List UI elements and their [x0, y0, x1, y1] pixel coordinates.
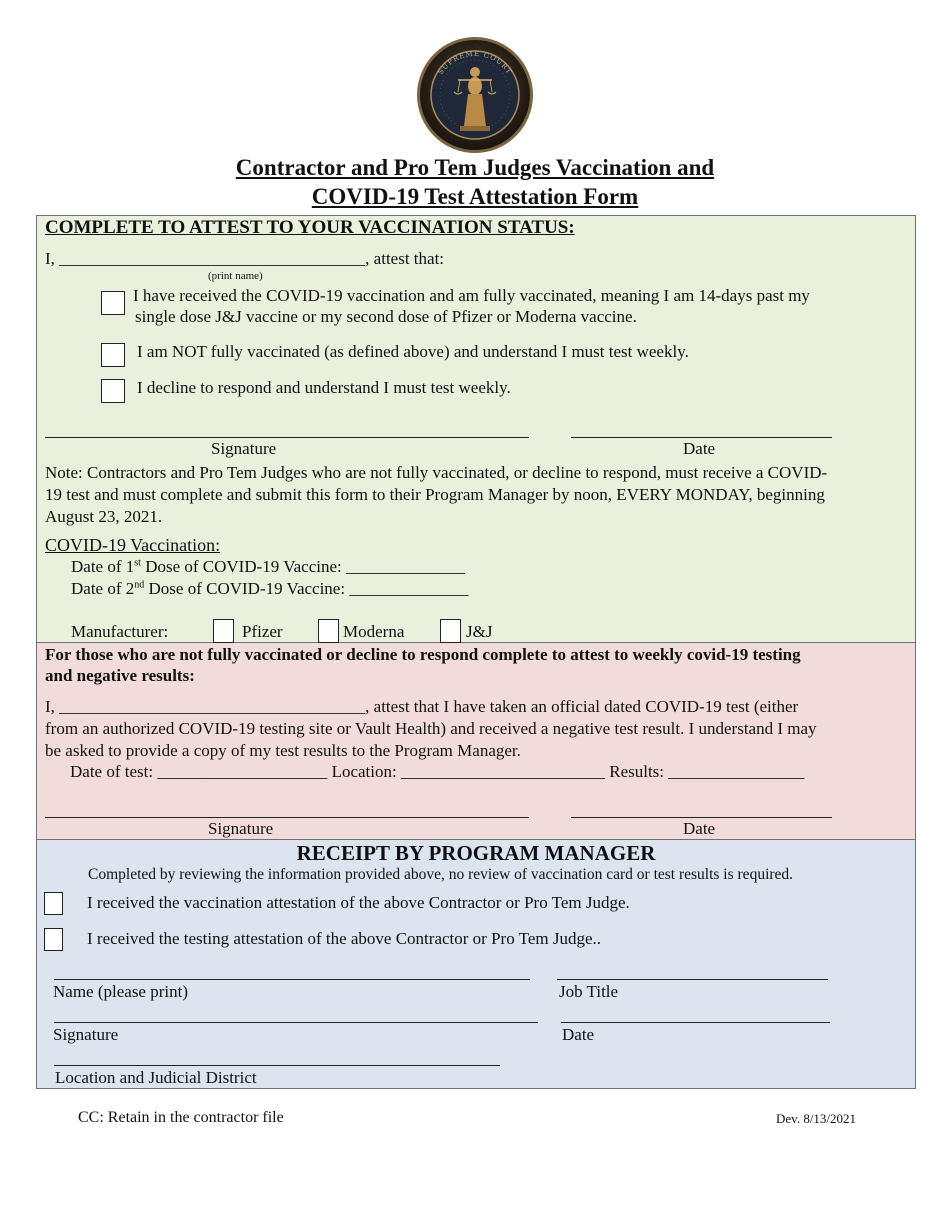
- not-vaccinated-text: I am NOT fully vaccinated (as defined above) and understand I must test weekly.: [137, 342, 689, 361]
- dose2-date-field[interactable]: [71, 579, 468, 599]
- jj-checkbox[interactable]: [440, 619, 461, 643]
- print-name-field[interactable]: ____________________________________: [59, 249, 366, 268]
- print-name-hint: (print name): [208, 270, 263, 282]
- dose1-date-field[interactable]: [71, 557, 465, 577]
- testing-heading-1: For those who are not fully vaccinated or decline to respond complete to attest to weekly covid-19 testing: [45, 645, 801, 664]
- receipt-date-label: Date: [562, 1025, 595, 1044]
- testing-date-label: Date: [683, 819, 716, 838]
- testing-signature-label: Signature: [208, 819, 274, 838]
- pfizer-checkbox[interactable]: [213, 619, 234, 643]
- note-line-2: 19 test and must complete and submit this form to their Program Manager by noon, EVERY MONDAY, beginning: [45, 485, 825, 504]
- testing-received-text: I received the testing attestation of the above Contractor or Pro Tem Judge..: [87, 929, 602, 948]
- svg-text:SUPREME COURT: SUPREME COURT: [436, 49, 514, 77]
- form-title-line2: COVID-19 Test Attestation Form: [311, 184, 639, 209]
- location-line[interactable]: [54, 1065, 500, 1066]
- vaccination-received-text: I received the vaccination attestation of the above Contractor or Pro Tem Judge.: [87, 893, 630, 912]
- form-title-line1: Contractor and Pro Tem Judges Vaccination and: [235, 155, 715, 180]
- note-line-3: August 23, 2021.: [45, 507, 163, 526]
- not-vaccinated-checkbox[interactable]: [101, 343, 125, 367]
- covid-vaccination-heading: COVID-19 Vaccination:: [45, 535, 221, 555]
- testing-received-checkbox[interactable]: [44, 928, 63, 951]
- moderna-checkbox[interactable]: [318, 619, 339, 643]
- name-label: Name (please print): [53, 982, 188, 1001]
- footer-revision: Dev. 8/13/2021: [776, 1111, 857, 1126]
- note-line-1: Note: Contractors and Pro Tem Judges who are not fully vaccinated, or decline to respond, must receive a COVID-: [45, 463, 828, 482]
- dose1-label-b: Dose of COVID-19 Vaccine: ______________: [140, 557, 465, 576]
- attest-suffix: , attest that:: [365, 249, 445, 268]
- vaccination-status-section: [36, 215, 916, 643]
- pfizer-label: Pfizer: [242, 622, 283, 641]
- receipt-signature-line[interactable]: [54, 1022, 538, 1023]
- date-label: Date: [683, 439, 716, 458]
- receipt-subtext: Completed by reviewing the information provided above, no review of vaccination card or test results is required.: [88, 866, 794, 883]
- receipt-signature-label: Signature: [53, 1025, 119, 1044]
- receipt-heading: RECEIPT BY PROGRAM MANAGER: [296, 841, 656, 865]
- location-label: Location and Judicial District: [55, 1068, 257, 1087]
- court-seal-logo: [416, 36, 534, 154]
- testing-heading-2: and negative results:: [45, 666, 195, 685]
- name-line[interactable]: [54, 979, 530, 980]
- testing-signature-line[interactable]: [45, 817, 529, 818]
- date-line[interactable]: [571, 437, 832, 438]
- testing-attest-line-3: be asked to provide a copy of my test results to the Program Manager.: [45, 741, 521, 760]
- receipt-section: [36, 840, 916, 1089]
- vaccination-received-checkbox[interactable]: [44, 892, 63, 915]
- manufacturer-label: Manufacturer:: [71, 622, 169, 641]
- dose2-sup: nd: [134, 579, 145, 591]
- decline-text: I decline to respond and understand I must test weekly.: [137, 378, 511, 397]
- dose1-label-a: Date of 1: [71, 557, 135, 576]
- fully-vaccinated-text-2: single dose J&J vaccine or my second dose of Pfizer or Moderna vaccine.: [135, 307, 637, 326]
- dose2-label-b: Dose of COVID-19 Vaccine: ______________: [144, 579, 469, 598]
- dose1-sup: st: [134, 557, 141, 569]
- weekly-testing-section: [36, 643, 916, 840]
- footer-cc: CC: Retain in the contractor file: [78, 1109, 284, 1126]
- testing-attest-line-1[interactable]: I, ____________________________________, attest that I have taken an official dated COVID-19 test (either: [45, 697, 799, 716]
- test-fields-line[interactable]: Date of test: ____________________ Location: ________________________ Results: ________________: [70, 762, 805, 781]
- job-title-label: Job Title: [559, 982, 619, 1001]
- attest-prefix: I,: [45, 249, 60, 268]
- vaccination-heading: COMPLETE TO ATTEST TO YOUR VACCINATION STATUS:: [45, 217, 575, 238]
- testing-attest-line-2: from an authorized COVID-19 testing site or Vault Health) and received a negative test result. I understand I may: [45, 719, 817, 738]
- jj-label: J&J: [466, 622, 493, 641]
- job-title-line[interactable]: [557, 979, 828, 980]
- fully-vaccinated-checkbox[interactable]: [101, 291, 125, 315]
- dose2-label-a: Date of 2: [71, 579, 135, 598]
- testing-date-line[interactable]: [571, 817, 832, 818]
- decline-checkbox[interactable]: [101, 379, 125, 403]
- vaccination-attest-line: [45, 249, 444, 269]
- signature-line[interactable]: [45, 437, 529, 438]
- signature-label: Signature: [211, 439, 277, 458]
- fully-vaccinated-text-1: I have received the COVID-19 vaccination and am fully vaccinated, meaning I am 14-days past my: [133, 286, 810, 305]
- moderna-label: Moderna: [343, 622, 405, 641]
- receipt-date-line[interactable]: [561, 1022, 830, 1023]
